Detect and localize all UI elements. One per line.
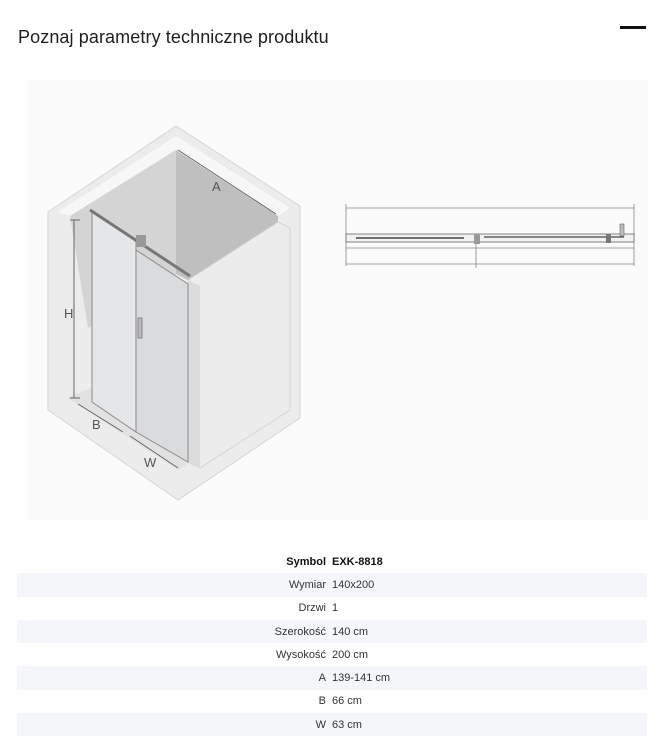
- top-view-drawing: [344, 200, 644, 280]
- spec-row: [17, 713, 647, 736]
- spec-value: 66 cm: [332, 695, 362, 708]
- spec-value: 63 cm: [332, 718, 362, 731]
- spec-value: 200 cm: [332, 648, 369, 661]
- collapse-button[interactable]: [620, 21, 646, 33]
- dim-label-b: B: [92, 417, 101, 432]
- minus-icon: [620, 26, 646, 29]
- spec-row: [17, 597, 647, 620]
- dim-label-a: A: [212, 179, 221, 194]
- dim-label-h: H: [64, 306, 74, 321]
- spec-value: EXK-8818: [332, 555, 383, 568]
- spec-key: Wysokość: [275, 648, 326, 661]
- spec-key: W: [315, 718, 326, 731]
- spec-value: 1: [332, 602, 339, 615]
- spec-value: 140x200: [332, 578, 375, 591]
- spec-key: Wymiar: [288, 578, 326, 591]
- spec-key: Drzwi: [298, 602, 326, 615]
- spec-row-symbol: [17, 550, 647, 573]
- spec-row: [17, 573, 647, 596]
- spec-row: [17, 666, 647, 689]
- section-title: Poznaj parametry techniczne produktu: [18, 27, 329, 47]
- isometric-drawing: [28, 80, 328, 520]
- spec-table: [17, 550, 647, 736]
- spec-row: [17, 643, 647, 666]
- spec-key: Szerokość: [274, 625, 326, 638]
- spec-value: 139-141 cm: [332, 672, 391, 685]
- spec-row: [17, 690, 647, 713]
- dim-label-w: W: [144, 455, 157, 470]
- spec-key: A: [318, 672, 326, 685]
- spec-row: [17, 620, 647, 643]
- spec-value: 140 cm: [332, 625, 369, 638]
- technical-drawing-panel: [28, 80, 648, 520]
- spec-key: Symbol: [286, 555, 326, 568]
- spec-key: B: [318, 695, 326, 708]
